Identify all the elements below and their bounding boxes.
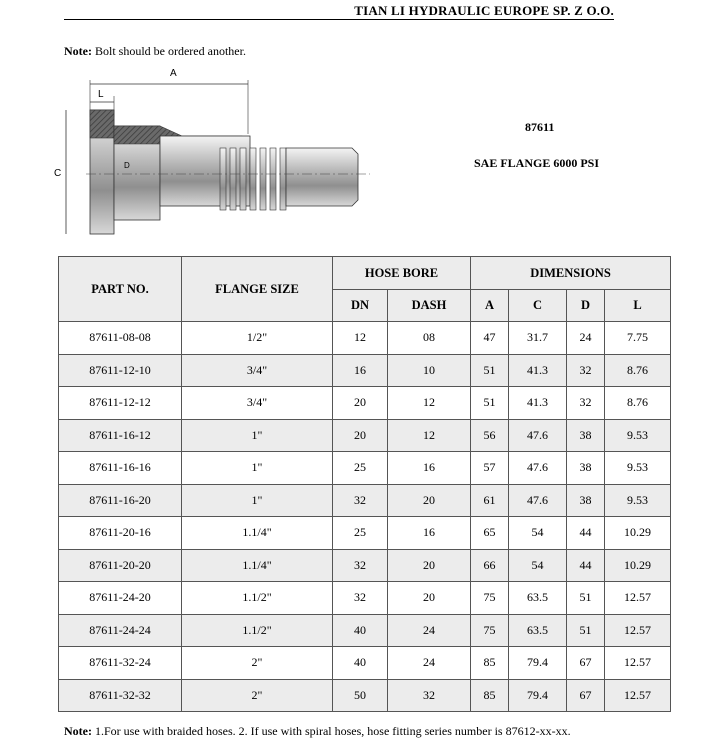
cell-l: 7.75 (605, 322, 671, 355)
cell-dash: 12 (388, 419, 471, 452)
header-a: A (471, 290, 509, 322)
fitting-tail (286, 148, 358, 206)
cell-dn: 20 (333, 419, 388, 452)
cell-l: 9.53 (605, 419, 671, 452)
table-row (59, 484, 671, 517)
cell-c: 79.4 (509, 647, 567, 680)
cell-part-no: 87611-12-10 (59, 354, 182, 387)
cell-l: 8.76 (605, 387, 671, 420)
cell-part-no: 87611-08-08 (59, 322, 182, 355)
cell-flange-size: 1" (182, 452, 333, 485)
hose-barbs (220, 148, 286, 210)
cell-a: 51 (471, 354, 509, 387)
table-row (59, 582, 671, 615)
cell-c: 63.5 (509, 614, 567, 647)
header-hose-bore: HOSE BORE (333, 257, 471, 290)
cell-dash: 12 (388, 387, 471, 420)
table-row (59, 419, 671, 452)
cell-d: 38 (567, 419, 605, 452)
table-row (59, 387, 671, 420)
dim-l-label: L (98, 89, 104, 100)
cell-c: 79.4 (509, 679, 567, 712)
cell-dash: 20 (388, 484, 471, 517)
cell-d: 44 (567, 517, 605, 550)
cell-dn: 25 (333, 517, 388, 550)
cell-flange-size: 1/2" (182, 322, 333, 355)
header-rule (64, 19, 614, 20)
table-body (59, 322, 671, 712)
cell-dash: 16 (388, 452, 471, 485)
cell-l: 12.57 (605, 614, 671, 647)
cell-dn: 12 (333, 322, 388, 355)
cell-d: 51 (567, 614, 605, 647)
cell-dn: 20 (333, 387, 388, 420)
cell-l: 12.57 (605, 647, 671, 680)
cell-flange-size: 2" (182, 679, 333, 712)
header-d: D (567, 290, 605, 322)
note-bottom-text: 1.For use with braided hoses. 2. If use with spiral hoses, hose fitting series number is 87612-xx-xx. (94, 724, 571, 738)
cell-part-no: 87611-16-20 (59, 484, 182, 517)
note-bottom (64, 724, 571, 739)
cell-part-no: 87611-16-12 (59, 419, 182, 452)
cell-d: 67 (567, 679, 605, 712)
cell-part-no: 87611-20-20 (59, 549, 182, 582)
cell-l: 12.57 (605, 679, 671, 712)
flange-spec: SAE FLANGE 6000 PSI (474, 156, 600, 170)
header-dash: DASH (388, 290, 471, 322)
cell-flange-size: 1.1/4" (182, 549, 333, 582)
cell-l: 9.53 (605, 452, 671, 485)
header-dn: DN (333, 290, 388, 322)
flange-section (90, 110, 114, 138)
table-row (59, 647, 671, 680)
cell-part-no: 87611-12-12 (59, 387, 182, 420)
cell-dash: 24 (388, 647, 471, 680)
cell-part-no: 87611-32-32 (59, 679, 182, 712)
cell-l: 9.53 (605, 484, 671, 517)
table-row (59, 354, 671, 387)
header-part-no: PART NO. (59, 257, 182, 322)
company-name: TIAN LI HYDRAULIC EUROPE SP. Z O.O. (354, 3, 614, 18)
cell-dn: 32 (333, 549, 388, 582)
table-row (59, 322, 671, 355)
cell-l: 10.29 (605, 517, 671, 550)
cell-a: 61 (471, 484, 509, 517)
cell-dash: 20 (388, 582, 471, 615)
cell-l: 12.57 (605, 582, 671, 615)
cell-d: 24 (567, 322, 605, 355)
header-l: L (605, 290, 671, 322)
cell-dash: 24 (388, 614, 471, 647)
cell-a: 85 (471, 647, 509, 680)
cell-c: 54 (509, 517, 567, 550)
cell-d: 32 (567, 354, 605, 387)
dim-c-label: C (54, 168, 62, 179)
cell-dash: 10 (388, 354, 471, 387)
table-row (59, 679, 671, 712)
cell-a: 56 (471, 419, 509, 452)
dim-d-label: D (124, 161, 130, 170)
cell-a: 75 (471, 582, 509, 615)
note-bottom-label: Note: (64, 724, 92, 738)
header-flange-size: FLANGE SIZE (182, 257, 333, 322)
cell-dn: 50 (333, 679, 388, 712)
cell-l: 10.29 (605, 549, 671, 582)
cell-part-no: 87611-24-24 (59, 614, 182, 647)
fitting-stem (160, 136, 250, 206)
cell-flange-size: 3/4" (182, 387, 333, 420)
cell-flange-size: 1.1/4" (182, 517, 333, 550)
cell-dn: 40 (333, 614, 388, 647)
cell-c: 47.6 (509, 452, 567, 485)
header-c: C (509, 290, 567, 322)
cell-dn: 25 (333, 452, 388, 485)
cell-part-no: 87611-16-16 (59, 452, 182, 485)
cell-d: 38 (567, 484, 605, 517)
cell-a: 85 (471, 679, 509, 712)
cell-d: 51 (567, 582, 605, 615)
cell-flange-size: 3/4" (182, 354, 333, 387)
cell-a: 66 (471, 549, 509, 582)
cell-d: 44 (567, 549, 605, 582)
table-row (59, 452, 671, 485)
cell-part-no: 87611-24-20 (59, 582, 182, 615)
cell-a: 65 (471, 517, 509, 550)
cell-flange-size: 1.1/2" (182, 614, 333, 647)
cell-l: 8.76 (605, 354, 671, 387)
cell-dn: 32 (333, 484, 388, 517)
note-top-label: Note: (64, 44, 92, 58)
header-dimensions: DIMENSIONS (471, 257, 671, 290)
cell-dn: 32 (333, 582, 388, 615)
table-row (59, 614, 671, 647)
cell-dash: 16 (388, 517, 471, 550)
cell-a: 57 (471, 452, 509, 485)
cell-c: 41.3 (509, 354, 567, 387)
cell-dash: 32 (388, 679, 471, 712)
dim-a-label: A (170, 68, 177, 79)
cell-a: 75 (471, 614, 509, 647)
cell-dash: 20 (388, 549, 471, 582)
cell-a: 51 (471, 387, 509, 420)
cell-flange-size: 1" (182, 419, 333, 452)
cell-d: 67 (567, 647, 605, 680)
cell-d: 32 (567, 387, 605, 420)
fitting-drawing (52, 62, 382, 252)
cell-dash: 08 (388, 322, 471, 355)
cell-part-no: 87611-32-24 (59, 647, 182, 680)
cell-d: 38 (567, 452, 605, 485)
note-top (64, 44, 246, 59)
cell-dn: 16 (333, 354, 388, 387)
cell-flange-size: 1.1/2" (182, 582, 333, 615)
dimensions-table (58, 256, 671, 712)
cell-c: 63.5 (509, 582, 567, 615)
note-top-text: Bolt should be ordered another. (94, 44, 246, 58)
cell-c: 47.6 (509, 484, 567, 517)
cell-dn: 40 (333, 647, 388, 680)
table-row (59, 549, 671, 582)
table-row (59, 517, 671, 550)
cell-c: 31.7 (509, 322, 567, 355)
cell-c: 41.3 (509, 387, 567, 420)
cell-c: 47.6 (509, 419, 567, 452)
cell-a: 47 (471, 322, 509, 355)
cell-c: 54 (509, 549, 567, 582)
model-number: 87611 (525, 120, 555, 134)
cell-part-no: 87611-20-16 (59, 517, 182, 550)
cell-flange-size: 2" (182, 647, 333, 680)
cell-flange-size: 1" (182, 484, 333, 517)
